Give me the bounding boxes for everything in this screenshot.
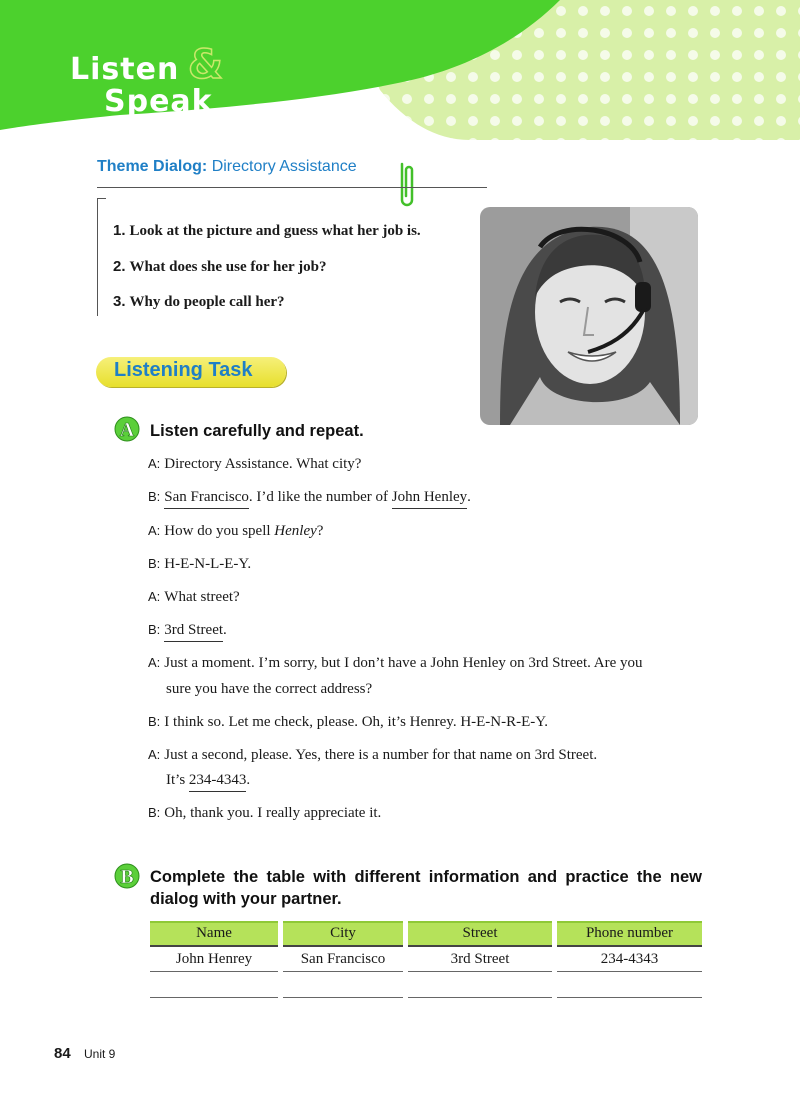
dialog-line: B: San Francisco. I’d like the number of John Henley. — [148, 489, 471, 509]
theme-title: Directory Assistance — [211, 158, 357, 175]
section-a-badge-icon — [114, 416, 140, 442]
table-header-street: Street — [408, 921, 552, 947]
question-3: 3. Why do people call her? — [113, 293, 285, 310]
logo-ampersand: & — [188, 42, 223, 88]
section-b-instruction-line2: dialog with your partner. — [150, 890, 342, 908]
table-cell-blank[interactable] — [557, 973, 702, 998]
dialog-line: A: Directory Assistance. What city? — [148, 456, 362, 472]
dialog-line-continuation: sure you have the correct address? — [166, 681, 373, 697]
table-header-city: City — [283, 921, 403, 947]
operator-photo — [480, 207, 698, 425]
table-cell: San Francisco — [283, 947, 403, 972]
theme-divider — [97, 187, 487, 188]
question-2: 2. What does she use for her job? — [113, 258, 327, 275]
table-cell: 234-4343 — [557, 947, 702, 972]
theme-heading — [97, 158, 357, 176]
dialog-line: A: What street? — [148, 589, 240, 605]
table-header-name: Name — [150, 921, 278, 947]
table-header-phone: Phone number — [557, 921, 702, 947]
question-1: 1. Look at the picture and guess what her job is. — [113, 222, 421, 239]
table-cell-blank[interactable] — [150, 973, 278, 998]
dialog-line: B: Oh, thank you. I really appreciate it. — [148, 805, 382, 821]
logo-speak: Speak — [104, 84, 213, 119]
dialog-line-continuation: It’s 234-4343. — [166, 772, 250, 792]
table-cell-blank[interactable] — [408, 973, 552, 998]
dialog-line: A: How do you spell Henley? — [148, 523, 324, 539]
logo-listen: Listen — [70, 52, 180, 87]
unit-label: Unit 9 — [84, 1047, 116, 1061]
table-cell-blank[interactable] — [283, 973, 403, 998]
theme-label: Theme Dialog: — [97, 158, 208, 175]
listening-task-label: Listening Task — [114, 359, 253, 381]
table-cell: John Henrey — [150, 947, 278, 972]
dialog-line: B: 3rd Street. — [148, 622, 227, 642]
dialog-line: B: H-E-N-L-E-Y. — [148, 556, 252, 572]
dialog-line: A: Just a second, please. Yes, there is a number for that name on 3rd Street. — [148, 747, 598, 763]
section-b-instruction-line1: Complete the table with different information and practice the new — [150, 868, 702, 886]
page-number: 84 — [54, 1045, 71, 1062]
section-b-badge-icon — [114, 863, 140, 889]
section-b-letter: B — [120, 866, 134, 888]
section-a-instruction: Listen carefully and repeat. — [150, 422, 364, 440]
dialog-line: A: Just a moment. I’m sorry, but I don’t have a John Henley on 3rd Street. Are you — [148, 655, 643, 671]
table-cell: 3rd Street — [408, 947, 552, 972]
section-a-letter: A — [119, 419, 135, 441]
dialog-line: B: I think so. Let me check, please. Oh, it’s Henrey. H-E-N-R-E-Y. — [148, 714, 548, 730]
